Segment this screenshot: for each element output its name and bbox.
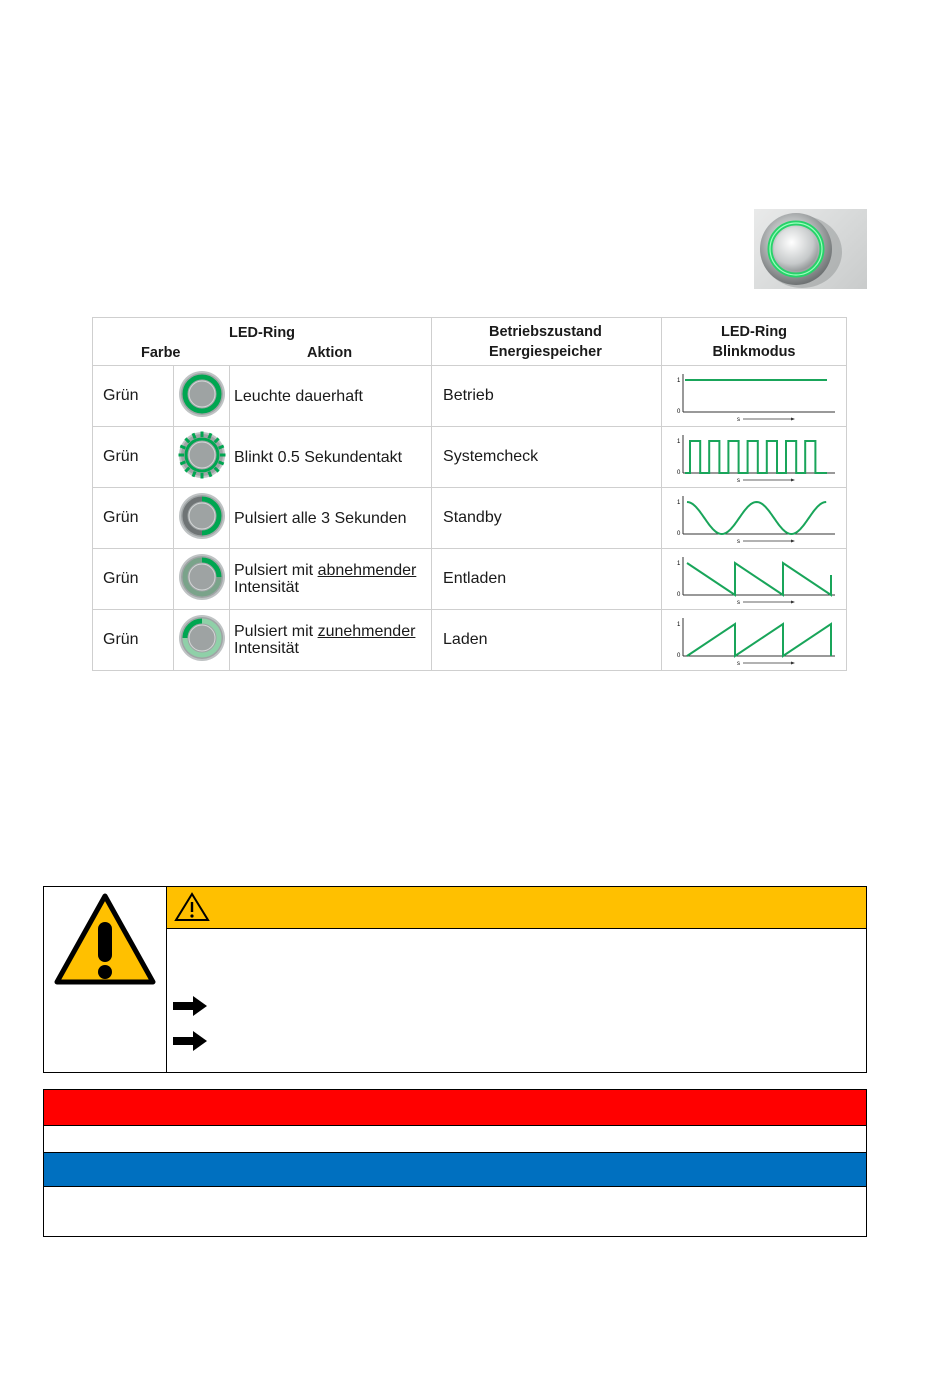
graph-label-zero: 0 [677, 653, 681, 659]
graph-label-unit: s [737, 417, 741, 423]
blink-mode-graph [662, 427, 847, 488]
table-row [93, 488, 847, 549]
aktion-underlined: abnehmender [317, 562, 417, 579]
graph-label-one: 1 [677, 561, 681, 567]
table-row [93, 427, 847, 488]
cell-aktion [230, 366, 432, 427]
led-ring-pulse-icon [174, 488, 230, 549]
aktion-text-line2: Intensität [234, 640, 299, 657]
blink-mode-graph [662, 549, 847, 610]
cell-betriebszustand: Entladen [432, 549, 662, 610]
warning-icon-cell [44, 887, 167, 1072]
aktion-text: Blinkt 0.5 Sekundentakt [234, 448, 403, 466]
cell-farbe: Grün [93, 549, 174, 610]
graph-label-zero: 0 [677, 592, 681, 598]
header-led-ring-title: LED-Ring [228, 325, 296, 341]
arrow-right-icon [172, 1030, 208, 1052]
cell-aktion [230, 488, 432, 549]
graph-label-zero: 0 [677, 409, 681, 415]
aktion-text: Leuchte dauerhaft [234, 387, 363, 405]
cell-aktion [230, 427, 432, 488]
graph-label-one: 1 [677, 500, 681, 506]
cell-farbe: Grün [93, 610, 174, 671]
cell-betriebszustand: Betrieb [432, 366, 662, 427]
aktion-underlined: zunehmender [317, 623, 416, 640]
header-betriebszustand [432, 318, 662, 366]
led-ring-steady-icon [174, 366, 230, 427]
graph-label-unit: s [737, 661, 741, 667]
table-header-row [93, 318, 847, 366]
blink-mode-graph [662, 610, 847, 671]
warning-small-triangle-icon [174, 892, 210, 922]
notes-box [43, 1089, 867, 1237]
cell-betriebszustand: Systemcheck [432, 427, 662, 488]
header-zustand-line2: Energiespeicher [489, 343, 602, 360]
blink-mode-graph [662, 366, 847, 427]
aktion-text-line2: Intensität [234, 579, 299, 596]
cell-aktion [230, 549, 432, 610]
graph-label-zero: 0 [677, 470, 681, 476]
warning-item-2 [172, 1030, 852, 1054]
header-mode-line2: Blinkmodus [712, 343, 796, 360]
info-content [44, 1187, 866, 1236]
danger-content [44, 1126, 866, 1153]
graph-label-one: 1 [677, 378, 681, 384]
graph-label-zero: 0 [677, 531, 681, 537]
graph-label-unit: s [737, 600, 741, 606]
warning-header-bar [167, 887, 866, 929]
cell-aktion [230, 610, 432, 671]
aktion-text: Pulsiert alle 3 Sekunden [234, 509, 407, 527]
graph-label-one: 1 [677, 622, 681, 628]
table-row [93, 366, 847, 427]
led-status-table [92, 317, 847, 671]
aktion-text: Pulsiert mit [234, 562, 318, 579]
table-row [93, 610, 847, 671]
led-ring-increasing-icon [174, 610, 230, 671]
graph-label-one: 1 [677, 439, 681, 445]
warning-triangle-icon [53, 892, 157, 986]
table-row [93, 549, 847, 610]
header-mode-line1: LED-Ring [720, 323, 788, 340]
led-ring-blink-icon [174, 427, 230, 488]
cell-betriebszustand: Laden [432, 610, 662, 671]
led-ring-decreasing-icon [174, 549, 230, 610]
arrow-right-icon [172, 995, 208, 1017]
cell-farbe: Grün [93, 427, 174, 488]
push-button-image [754, 209, 867, 289]
info-bar [44, 1153, 866, 1187]
graph-label-unit: s [737, 539, 741, 545]
danger-bar [44, 1090, 866, 1126]
aktion-text: Pulsiert mit [234, 623, 318, 640]
cell-farbe: Grün [93, 488, 174, 549]
cell-betriebszustand: Standby [432, 488, 662, 549]
blink-mode-graph [662, 488, 847, 549]
graph-label-unit: s [737, 478, 741, 484]
header-blinkmodus [662, 318, 847, 366]
warning-item-1 [172, 995, 852, 1019]
header-led-ring [93, 318, 432, 366]
header-zustand-line1: Betriebszustand [489, 323, 602, 340]
cell-farbe: Grün [93, 366, 174, 427]
header-farbe: Farbe [141, 345, 181, 361]
header-aktion: Aktion [307, 345, 353, 361]
warning-box [43, 886, 867, 1073]
